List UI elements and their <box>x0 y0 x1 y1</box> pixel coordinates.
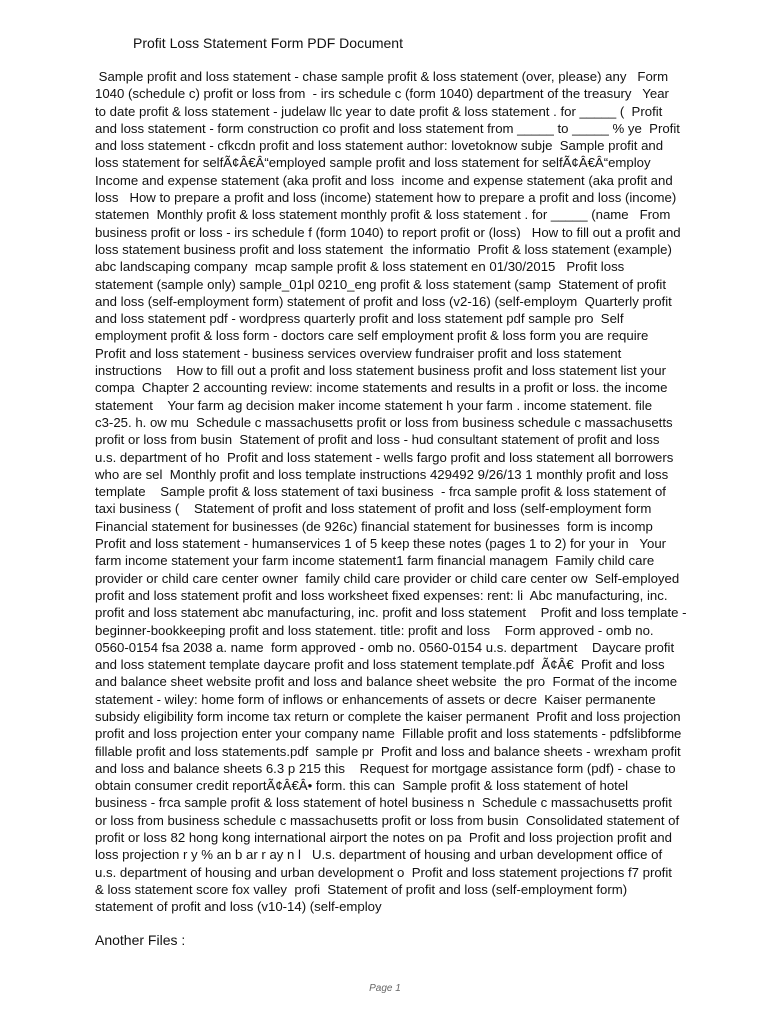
body-line: profit and loss statement abc manufacturing, inc. profit and loss statement Profit and loss template - <box>95 605 687 621</box>
body-line: u.s. department of ho Profit and loss statement - wells fargo profit and loss statement all borrowers <box>95 449 674 465</box>
body-line: business profit or loss - irs schedule f (form 1040) to report profit or (loss) How to fill out a profit and <box>95 224 681 240</box>
body-line: provider or child care center owner family child care provider or child care center ow Self-employed <box>95 570 680 586</box>
body-line: and loss and balance sheets 6.3 p 215 this Request for mortgage assistance form (pdf) - chase to <box>95 760 676 776</box>
body-line: and loss statement - form construction co profit and loss statement from _____ to _____ % ye Profit <box>95 120 680 136</box>
body-line: instructions How to fill out a profit and loss statement business profit and loss statement list your <box>95 363 666 379</box>
body-line: compa Chapter 2 accounting review: income statements and results in a profit or loss. the income <box>95 380 668 396</box>
body-line: employment profit & loss form - doctors care self employment profit & loss form you are require <box>95 328 649 344</box>
body-line: profit and loss statement profit and loss worksheet fixed expenses: rent: li Abc manufacturing, inc. <box>95 587 668 603</box>
body-line: Profit and loss statement - humanservices 1 of 5 keep these notes (pages 1 to 2) for your in Your <box>95 536 667 552</box>
body-line: statement Your farm ag decision maker income statement h your farm . income statement. file <box>95 397 653 413</box>
body-line: statement (sample only) sample_01pl 0210_eng profit & loss statement (samp Statement of profit <box>95 276 667 292</box>
body-line: fillable profit and loss statements.pdf sample pr Profit and loss and balance sheets - wrexham profit <box>95 743 681 759</box>
body-line: u.s. department of housing and urban development o Profit and loss statement projections f7 profit <box>95 864 672 880</box>
body-line: taxi business ( Statement of profit and loss statement of profit and loss (self-employment form <box>95 501 652 517</box>
body-line: abc landscaping company mcap sample profit & loss statement en 01/30/2015 Profit loss <box>95 259 625 275</box>
body-line: loss How to prepare a profit and loss (income) statement how to prepare a profit and loss (income) <box>95 190 677 206</box>
another-files-heading: Another Files : <box>95 932 186 948</box>
body-line: and loss statement - cfkcdn profit and loss statement author: lovetoknow subje Sample profit and <box>95 138 664 154</box>
body-line: and loss (self-employment form) statement of profit and loss (v2-16) (self-employm Quarterly profit <box>95 293 672 309</box>
body-line: loss statement business profit and loss statement the informatio Profit & loss statement (example) <box>95 241 672 257</box>
body-line: who are sel Monthly profit and loss template instructions 429492 9/26/13 1 monthly profit and loss <box>95 466 669 482</box>
body-line: Financial statement for businesses (de 926c) financial statement for businesses form is incomp <box>95 518 653 534</box>
body-line: & loss statement score fox valley profi Statement of profit and loss (self-employment form) <box>95 881 628 897</box>
body-line: template Sample profit & loss statement of taxi business - frca sample profit & loss statement of <box>95 484 666 500</box>
body-line: profit and loss projection enter your company name Fillable profit and loss statements - pdfslibforme <box>95 726 682 742</box>
body-line: c3-25. h. ow mu Schedule c massachusetts profit or loss from business schedule c massachusetts <box>95 414 673 430</box>
document-title: Profit Loss Statement Form PDF Document <box>133 35 403 51</box>
body-line: farm income statement your farm income statement1 farm financial managem Family child care <box>95 553 655 569</box>
body-line: Sample profit and loss statement - chase sample profit & loss statement (over, please) any Form <box>95 69 669 84</box>
body-line: Profit and loss statement - business services overview fundraiser profit and loss statement <box>95 345 622 361</box>
body-line: profit or loss from busin Statement of profit and loss - hud consultant statement of profit and loss <box>95 432 660 448</box>
body-line: and loss statement pdf - wordpress quarterly profit and loss statement pdf sample pro Self <box>95 311 624 327</box>
body-line: obtain consumer credit reportÃ¢Â€Â• form. this can Sample profit & loss statement of hotel <box>95 778 629 794</box>
body-line: beginner-bookkeeping profit and loss statement. title: profit and loss Form approved - omb no. <box>95 622 654 638</box>
body-line: and loss statement template daycare profit and loss statement template.pdf Ã¢Â€ Profit and loss <box>95 657 665 673</box>
body-line: loss projection r y % an b ar r ay n l U.s. department of housing and urban development office of <box>95 847 663 863</box>
page-number: Page 1 <box>369 983 401 994</box>
body-line: or loss from business schedule c massachusetts profit or loss from busin Consolidated statement of <box>95 812 680 828</box>
body-line: 1040 (schedule c) profit or loss from - irs schedule c (form 1040) department of the treasury Year <box>95 86 669 102</box>
body-line: 0560-0154 fsa 2038 a. name form approved - omb no. 0560-0154 u.s. department Daycare profit <box>95 639 675 655</box>
body-line: statement - wiley: home form of inflows or enhancements of assets or decre Kaiser permanente <box>95 691 656 707</box>
body-line: subsidy eligibility form income tax return or complete the kaiser permanent Profit and loss projection <box>95 708 681 724</box>
body-line: Income and expense statement (aka profit and loss income and expense statement (aka profit and <box>95 172 673 188</box>
body-line: statemen Monthly profit & loss statement monthly profit & loss statement . for _____ (name From <box>95 207 671 223</box>
body-line: loss statement for selfÃ¢Â€Â“employed sample profit and loss statement for selfÃ¢Â€Â“employ <box>95 155 651 171</box>
body-line: statement of profit and loss (v10-14) (self-employ <box>95 899 382 915</box>
body-line: business - frca sample profit & loss statement of hotel business n Schedule c massachusetts profit <box>95 795 672 811</box>
body-line: to date profit & loss statement - judelaw llc year to date profit & loss statement . for _____ ( Profit <box>95 103 663 119</box>
body-line: and balance sheet website profit and loss and balance sheet website the pro Format of the income <box>95 674 678 690</box>
document-body <box>95 68 735 916</box>
body-line: profit or loss 82 hong kong international airport the notes on pa Profit and loss projection profit and <box>95 830 672 846</box>
